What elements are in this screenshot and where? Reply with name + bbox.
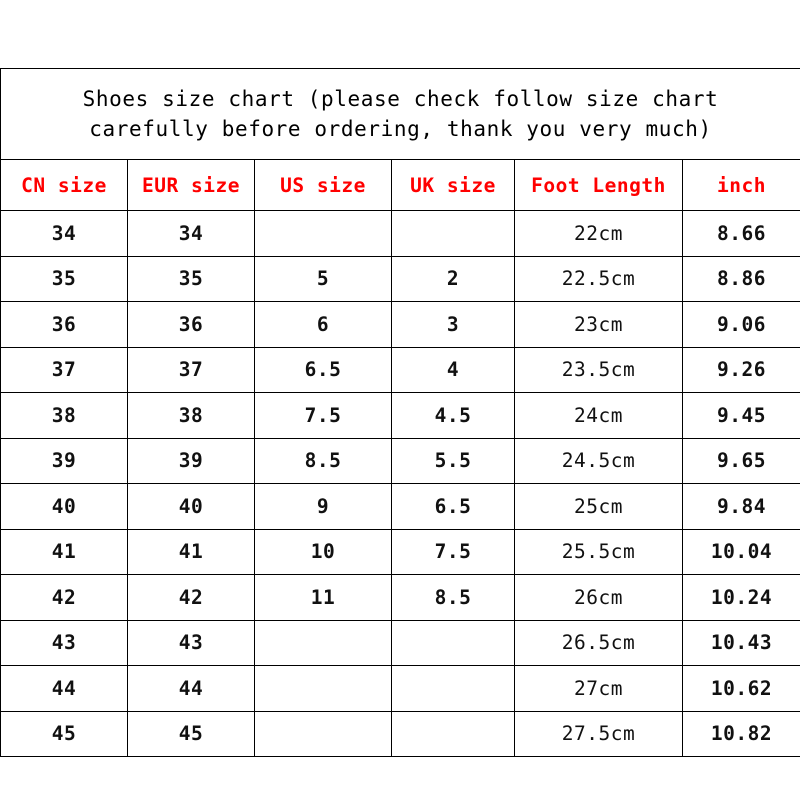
- table-cell: 2: [392, 256, 515, 302]
- table-cell: 10.43: [683, 620, 800, 666]
- table-row: [1, 256, 800, 302]
- table-cell: 9.26: [683, 347, 800, 393]
- table-cell: 10.24: [683, 575, 800, 621]
- table-cell: 6: [255, 302, 392, 348]
- table-cell: 4.5: [392, 393, 515, 439]
- size-chart-container: [0, 68, 800, 757]
- table-cell: 39: [1, 438, 128, 484]
- table-row: [1, 666, 800, 712]
- table-cell: 42: [128, 575, 255, 621]
- table-cell: 11: [255, 575, 392, 621]
- table-cell: 35: [128, 256, 255, 302]
- table-cell: 6.5: [255, 347, 392, 393]
- table-row: [1, 575, 800, 621]
- table-cell: 9.45: [683, 393, 800, 439]
- column-header-eur-size: EUR size: [128, 160, 255, 211]
- table-cell: 4: [392, 347, 515, 393]
- table-cell: 22cm: [515, 211, 683, 257]
- table-cell: 41: [1, 529, 128, 575]
- table-cell: 25cm: [515, 484, 683, 530]
- table-cell: 38: [128, 393, 255, 439]
- table-cell: 5.5: [392, 438, 515, 484]
- table-row: [1, 438, 800, 484]
- table-cell: 8.5: [255, 438, 392, 484]
- table-cell: 44: [128, 666, 255, 712]
- table-row: [1, 347, 800, 393]
- table-cell: 37: [1, 347, 128, 393]
- table-row: [1, 529, 800, 575]
- table-cell: [255, 620, 392, 666]
- table-cell: 36: [1, 302, 128, 348]
- chart-title-line: carefully before ordering, thank you very much): [89, 117, 712, 141]
- table-cell: 45: [1, 711, 128, 757]
- table-cell: [392, 620, 515, 666]
- table-cell: 34: [1, 211, 128, 257]
- table-cell: 24cm: [515, 393, 683, 439]
- table-cell: 9.65: [683, 438, 800, 484]
- column-header-cn-size: CN size: [1, 160, 128, 211]
- table-row: [1, 393, 800, 439]
- chart-title-row: [1, 69, 800, 160]
- table-cell: 6.5: [392, 484, 515, 530]
- table-row: [1, 211, 800, 257]
- table-cell: 7.5: [392, 529, 515, 575]
- table-row: [1, 302, 800, 348]
- table-cell: 5: [255, 256, 392, 302]
- table-cell: 9.06: [683, 302, 800, 348]
- table-cell: 10.82: [683, 711, 800, 757]
- table-cell: 8.86: [683, 256, 800, 302]
- table-cell: 10.62: [683, 666, 800, 712]
- table-cell: 40: [128, 484, 255, 530]
- table-cell: 27cm: [515, 666, 683, 712]
- table-cell: 36: [128, 302, 255, 348]
- column-header-inch: inch: [683, 160, 800, 211]
- table-cell: [255, 711, 392, 757]
- table-cell: 26cm: [515, 575, 683, 621]
- table-cell: 10.04: [683, 529, 800, 575]
- table-cell: 42: [1, 575, 128, 621]
- table-cell: 41: [128, 529, 255, 575]
- table-cell: 43: [1, 620, 128, 666]
- table-cell: 9.84: [683, 484, 800, 530]
- table-cell: [255, 666, 392, 712]
- column-header-foot-length: Foot Length: [515, 160, 683, 211]
- table-cell: 10: [255, 529, 392, 575]
- shoes-size-chart-table: [0, 68, 800, 757]
- table-cell: 37: [128, 347, 255, 393]
- table-cell: [392, 711, 515, 757]
- table-cell: 9: [255, 484, 392, 530]
- table-cell: 27.5cm: [515, 711, 683, 757]
- chart-title-line: Shoes size chart (please check follow size chart: [82, 86, 719, 111]
- table-cell: 7.5: [255, 393, 392, 439]
- table-cell: 38: [1, 393, 128, 439]
- table-cell: 3: [392, 302, 515, 348]
- table-cell: 35: [1, 256, 128, 302]
- table-cell: 22.5cm: [515, 256, 683, 302]
- table-cell: 40: [1, 484, 128, 530]
- table-cell: 8.5: [392, 575, 515, 621]
- table-cell: 39: [128, 438, 255, 484]
- table-cell: [392, 211, 515, 257]
- table-row: [1, 711, 800, 757]
- table-row: [1, 484, 800, 530]
- table-cell: 45: [128, 711, 255, 757]
- table-cell: 26.5cm: [515, 620, 683, 666]
- table-cell: 24.5cm: [515, 438, 683, 484]
- table-cell: 43: [128, 620, 255, 666]
- table-row: [1, 620, 800, 666]
- table-header-row: [1, 160, 800, 211]
- table-cell: 23cm: [515, 302, 683, 348]
- column-header-uk-size: UK size: [392, 160, 515, 211]
- table-cell: [392, 666, 515, 712]
- table-cell: 23.5cm: [515, 347, 683, 393]
- table-cell: 8.66: [683, 211, 800, 257]
- table-cell: 34: [128, 211, 255, 257]
- chart-title: [1, 69, 800, 160]
- table-cell: [255, 211, 392, 257]
- table-cell: 44: [1, 666, 128, 712]
- column-header-us-size: US size: [255, 160, 392, 211]
- table-cell: 25.5cm: [515, 529, 683, 575]
